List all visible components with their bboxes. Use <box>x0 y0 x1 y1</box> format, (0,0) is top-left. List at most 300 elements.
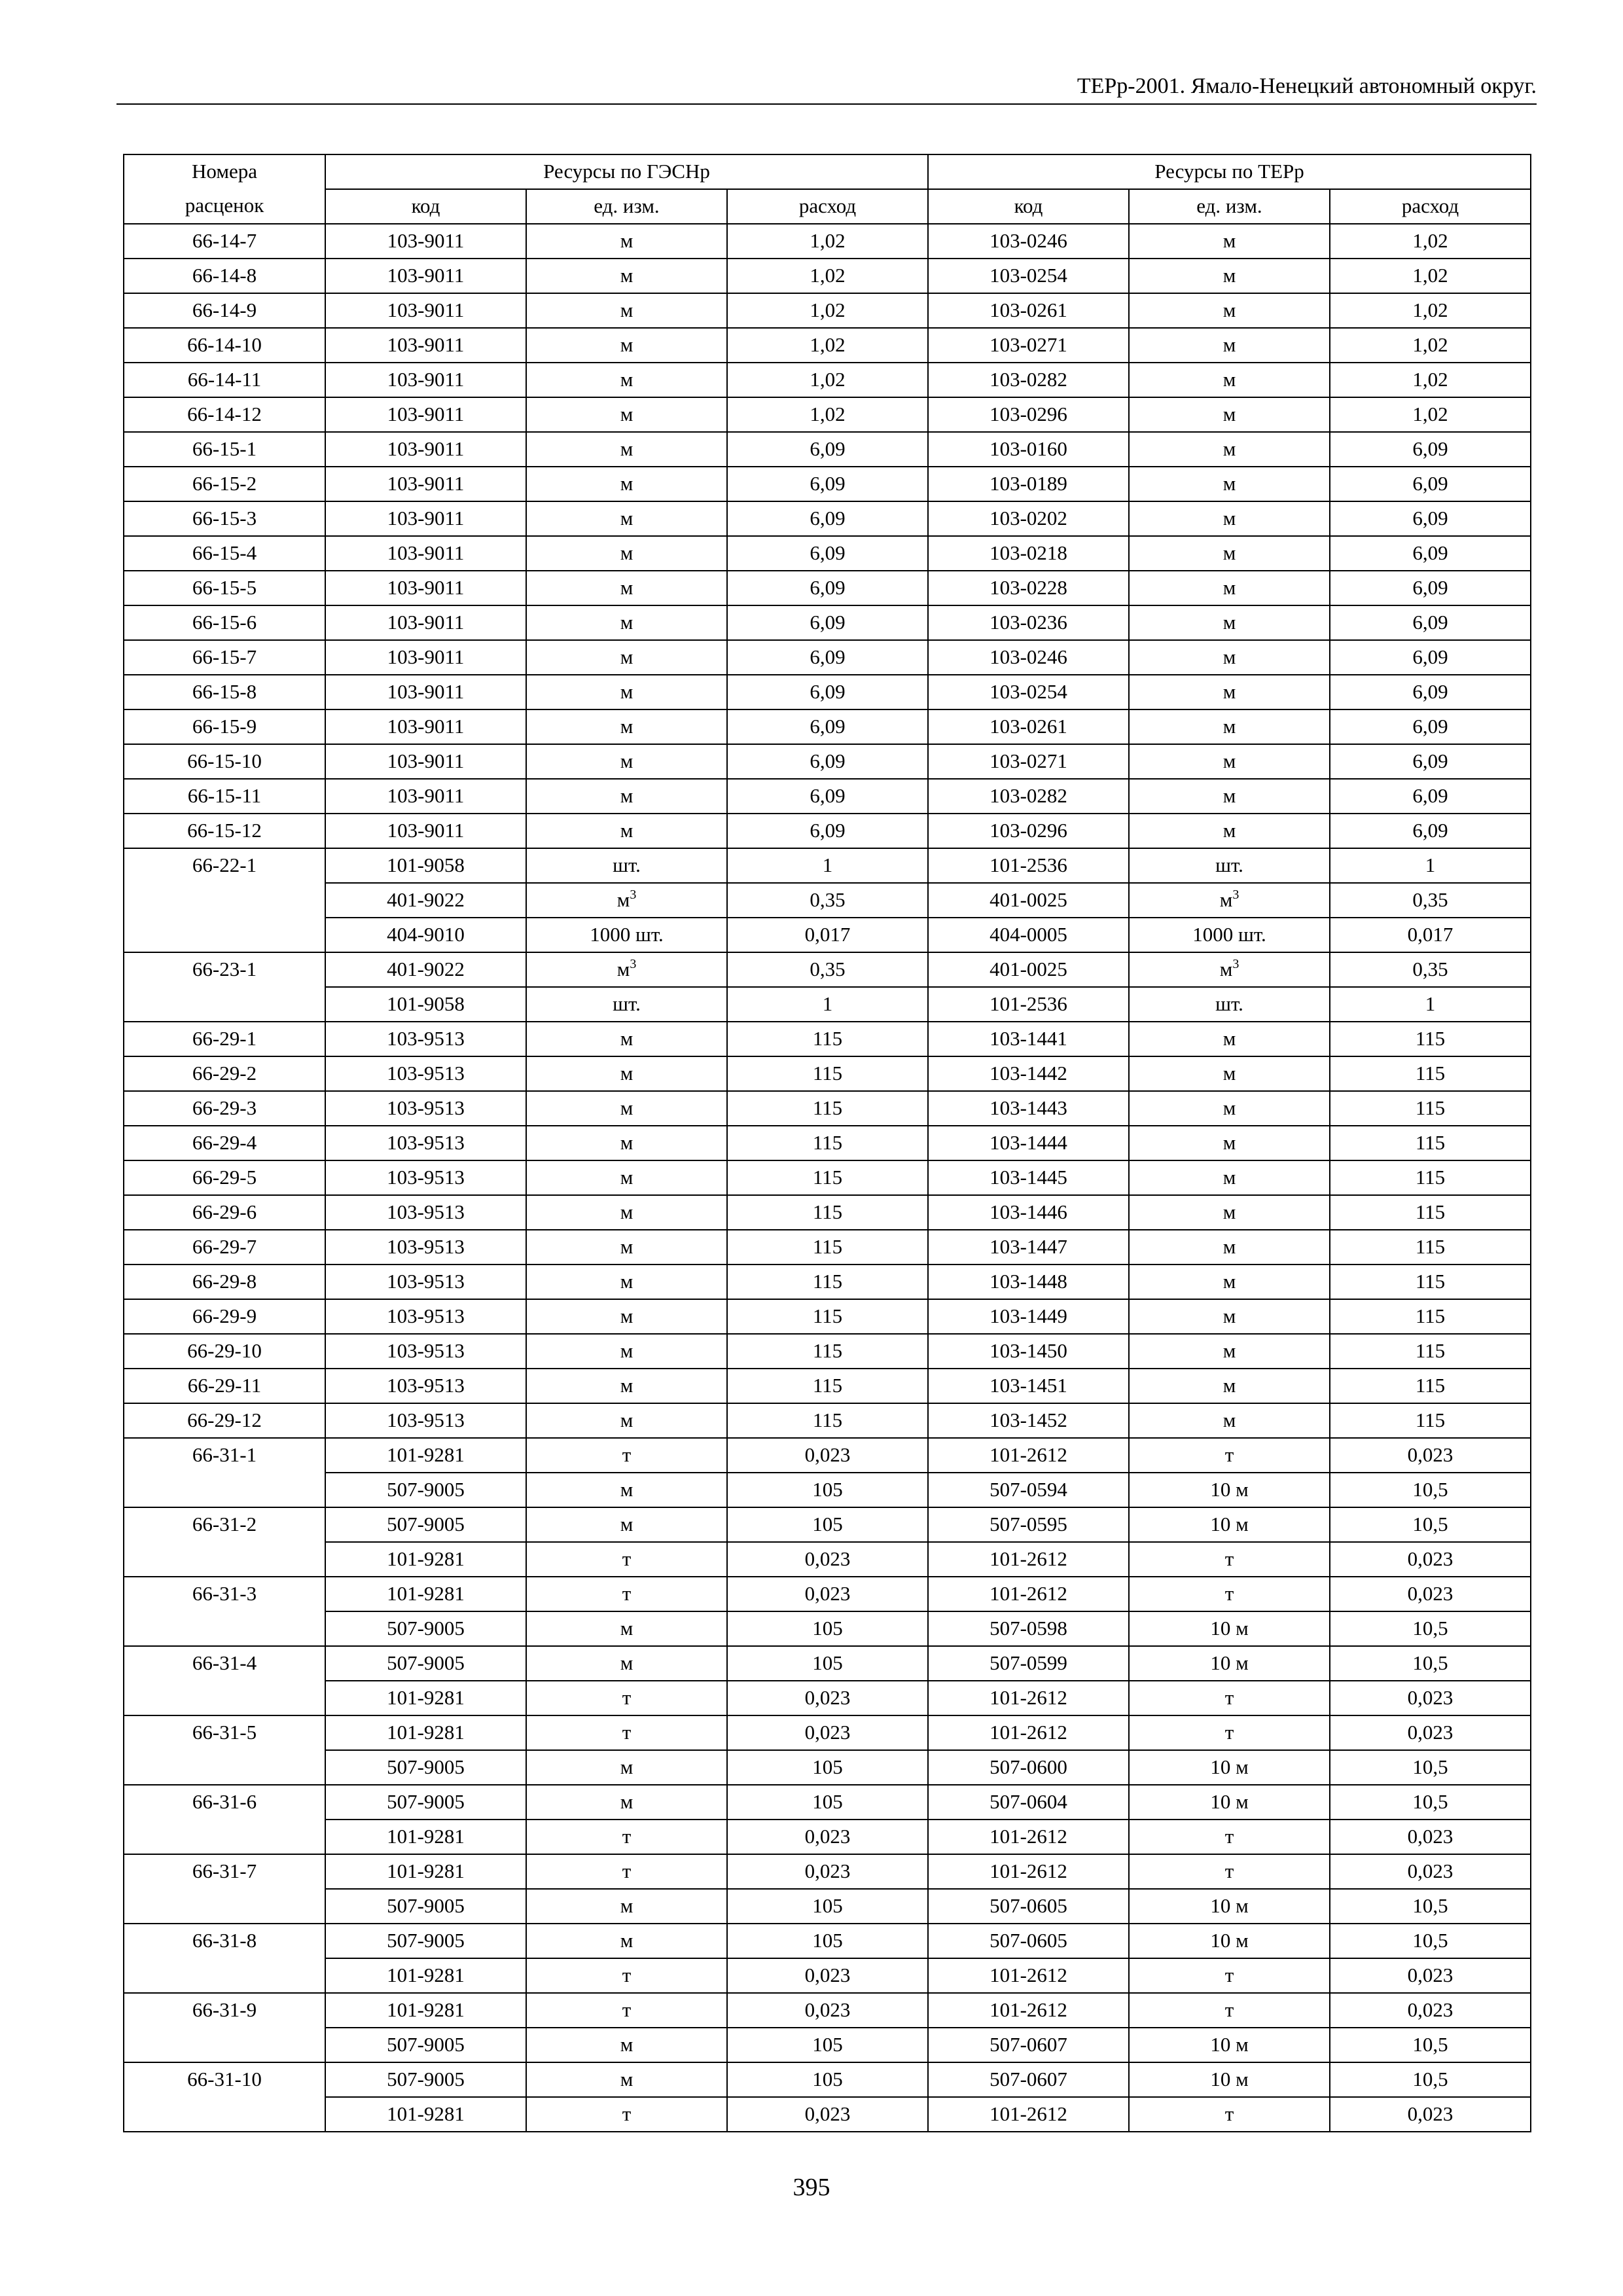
table-row <box>124 328 1531 363</box>
ter-unit-cell-text: м <box>1222 576 1236 599</box>
ter-unit-cell <box>1129 397 1330 432</box>
gesn-consumption-cell-text: 0,023 <box>804 1443 851 1466</box>
gesn-consumption-cell-text: 0,023 <box>804 1686 851 1709</box>
rate-number-cell-text: 66-31-9 <box>192 1998 257 2021</box>
gesn-unit-cell-text: м <box>620 715 633 738</box>
ter-consumption-cell <box>1330 709 1531 744</box>
ter-consumption-cell-text: 0,35 <box>1412 888 1448 911</box>
ter-unit-cell <box>1129 2028 1330 2062</box>
ter-unit-cell-text: т <box>1224 1721 1234 1744</box>
rate-number-cell-text: 66-15-6 <box>192 611 257 634</box>
rate-number-cell <box>124 397 325 432</box>
gesn-code-cell-text: 103-9011 <box>387 507 465 529</box>
rate-number-cell <box>124 779 325 814</box>
rate-number-cell <box>124 1265 325 1299</box>
ter-unit-cell <box>1129 918 1330 952</box>
ter-code-cell <box>928 293 1129 328</box>
gesn-unit-cell <box>526 640 727 675</box>
rate-number-cell <box>124 1681 325 1715</box>
gesn-code-cell <box>325 363 526 397</box>
ter-unit-cell <box>1129 1403 1330 1438</box>
gesn-code-cell-text: 507-9005 <box>387 1651 465 1674</box>
gesn-code-cell-text: 507-9005 <box>387 1929 465 1952</box>
ter-code-cell <box>928 1681 1129 1715</box>
gesn-code-cell-text: 103-9011 <box>387 437 465 460</box>
gesn-code-cell <box>325 1577 526 1611</box>
ter-code-cell <box>928 1091 1129 1126</box>
ter-code-cell <box>928 918 1129 952</box>
rate-number-cell-text: 66-15-4 <box>192 541 257 564</box>
gesn-unit-cell <box>526 1507 727 1542</box>
ter-unit-cell-text: 10 м <box>1210 2068 1249 2090</box>
rate-number-cell <box>124 328 325 363</box>
gesn-consumption-cell-text: 105 <box>812 1894 843 1917</box>
gesn-code-cell-text: 103-9513 <box>387 1166 465 1189</box>
ter-code-cell-text: 101-2612 <box>990 1721 1067 1744</box>
gesn-code-cell <box>325 1993 526 2028</box>
table-row <box>124 1438 1531 1473</box>
col-gesn-unit: ед. изм. <box>526 189 727 224</box>
table-row <box>124 1507 1531 1542</box>
gesn-code-cell-text: 103-9011 <box>387 229 465 252</box>
table-row <box>124 467 1531 501</box>
gesn-code-cell-text: 103-9011 <box>387 645 465 668</box>
gesn-consumption-cell-text: 105 <box>812 2033 843 2056</box>
gesn-code-cell-text: 101-9281 <box>387 1721 465 1744</box>
ter-consumption-cell-text: 10,5 <box>1412 1755 1448 1778</box>
table-row <box>124 1473 1531 1507</box>
rate-number-cell-text: 66-15-5 <box>192 576 257 599</box>
ter-consumption-cell-text: 115 <box>1415 1374 1446 1397</box>
ter-unit-cell <box>1129 779 1330 814</box>
gesn-consumption-cell-text: 0,023 <box>804 1547 851 1570</box>
rate-number-cell-text: 66-29-2 <box>192 1062 257 1085</box>
table-row <box>124 1542 1531 1577</box>
ter-unit-cell-text: м <box>1222 1166 1236 1189</box>
ter-unit-cell <box>1129 1507 1330 1542</box>
gesn-consumption-cell-text: 6,09 <box>810 576 846 599</box>
ter-code-cell <box>928 467 1129 501</box>
ter-unit-cell <box>1129 1056 1330 1091</box>
ter-unit-cell <box>1129 2097 1330 2132</box>
rate-number-cell-text: 66-15-8 <box>192 680 257 703</box>
ter-consumption-cell <box>1330 328 1531 363</box>
ter-code-cell-text: 103-0228 <box>990 576 1067 599</box>
rate-number-cell <box>124 1369 325 1403</box>
ter-unit-cell-text: т <box>1224 1998 1234 2021</box>
ter-code-cell <box>928 1820 1129 1854</box>
gesn-unit-cell-text: м <box>620 298 633 321</box>
ter-code-cell-text: 507-0605 <box>990 1929 1067 1952</box>
ter-consumption-cell <box>1330 883 1531 918</box>
gesn-consumption-cell-text: 1,02 <box>810 403 846 425</box>
gesn-code-cell <box>325 814 526 848</box>
ter-code-cell-text: 103-1452 <box>990 1408 1067 1431</box>
rate-number-cell-text: 66-31-5 <box>192 1721 257 1744</box>
rate-number-cell <box>124 1750 325 1785</box>
ter-code-cell-text: 103-0160 <box>990 437 1067 460</box>
unit-exponent: 3 <box>630 888 637 902</box>
ter-unit-cell <box>1129 1820 1330 1854</box>
group-header-ter: Ресурсы по ТЕРр <box>928 154 1531 189</box>
gesn-consumption-cell-text: 6,09 <box>810 507 846 529</box>
gesn-consumption-cell-text: 0,023 <box>804 1964 851 1986</box>
ter-unit-cell-text: м <box>1222 715 1236 738</box>
ter-code-cell-text: 401-0025 <box>990 958 1067 980</box>
ter-consumption-cell-text: 10,5 <box>1412 1894 1448 1917</box>
gesn-consumption-cell-text: 1,02 <box>810 333 846 356</box>
rate-number-cell <box>124 1820 325 1854</box>
ter-consumption-cell-text: 10,5 <box>1412 1651 1448 1674</box>
gesn-unit-cell-text: м <box>620 1894 633 1917</box>
ter-consumption-cell-text: 115 <box>1415 1235 1446 1258</box>
ter-code-cell-text: 103-1451 <box>990 1374 1067 1397</box>
ter-consumption-cell-text: 10,5 <box>1412 1478 1448 1501</box>
gesn-unit-cell <box>526 1577 727 1611</box>
table-row <box>124 224 1531 259</box>
ter-unit-cell <box>1129 1369 1330 1403</box>
ter-consumption-cell <box>1330 1091 1531 1126</box>
table-row <box>124 363 1531 397</box>
ter-code-cell-text: 103-0261 <box>990 715 1067 738</box>
ter-consumption-cell-text: 1,02 <box>1412 229 1448 252</box>
gesn-consumption-cell-text: 6,09 <box>810 541 846 564</box>
gesn-consumption-cell <box>727 1369 928 1403</box>
rate-number-cell <box>124 675 325 709</box>
ter-consumption-cell <box>1330 675 1531 709</box>
gesn-unit-cell-text: м <box>620 611 633 634</box>
ter-consumption-cell <box>1330 1785 1531 1820</box>
ter-unit-cell <box>1129 1022 1330 1056</box>
gesn-code-cell-text: 103-9011 <box>387 403 465 425</box>
ter-code-cell-text: 507-0607 <box>990 2068 1067 2090</box>
ter-code-cell-text: 101-2612 <box>990 1964 1067 1986</box>
gesn-unit-cell <box>526 1195 727 1230</box>
ter-consumption-cell-text: 6,09 <box>1412 819 1448 842</box>
gesn-code-cell <box>325 1369 526 1403</box>
gesn-code-cell-text: 101-9058 <box>387 992 465 1015</box>
rate-number-cell-text: 66-29-12 <box>187 1408 262 1431</box>
ter-unit-cell <box>1129 1681 1330 1715</box>
ter-consumption-cell-text: 115 <box>1415 1062 1446 1085</box>
ter-unit-cell-text: м <box>1222 1374 1236 1397</box>
gesn-consumption-cell <box>727 918 928 952</box>
gesn-code-cell-text: 103-9513 <box>387 1131 465 1154</box>
gesn-code-cell <box>325 397 526 432</box>
ter-code-cell <box>928 1022 1129 1056</box>
table-row <box>124 709 1531 744</box>
gesn-code-cell <box>325 1126 526 1160</box>
ter-unit-cell <box>1129 1924 1330 1958</box>
gesn-unit-cell <box>526 467 727 501</box>
gesn-consumption-cell-text: 0,35 <box>810 888 846 911</box>
table-row <box>124 1646 1531 1681</box>
rate-number-cell <box>124 1646 325 1681</box>
gesn-unit-cell-text: т <box>622 1547 632 1570</box>
ter-code-cell-text: 507-0604 <box>990 1790 1067 1813</box>
rate-number-cell <box>124 259 325 293</box>
ter-consumption-cell-text: 115 <box>1415 1096 1446 1119</box>
table-row <box>124 1889 1531 1924</box>
gesn-code-cell <box>325 987 526 1022</box>
table-row <box>124 1091 1531 1126</box>
gesn-consumption-cell <box>727 1889 928 1924</box>
gesn-unit-cell-text: м <box>620 576 633 599</box>
ter-consumption-cell-text: 6,09 <box>1412 541 1448 564</box>
ter-code-cell-text: 103-0271 <box>990 333 1067 356</box>
gesn-code-cell <box>325 224 526 259</box>
gesn-code-cell <box>325 1473 526 1507</box>
table-row <box>124 536 1531 571</box>
rate-number-cell <box>124 709 325 744</box>
gesn-unit-cell <box>526 363 727 397</box>
rate-number-cell <box>124 2097 325 2132</box>
rate-number-cell <box>124 1160 325 1195</box>
gesn-consumption-cell-text: 115 <box>812 1062 843 1085</box>
gesn-unit-cell <box>526 2028 727 2062</box>
ter-unit-cell-text: шт. <box>1215 992 1243 1015</box>
gesn-unit-cell <box>526 328 727 363</box>
ter-code-cell <box>928 1611 1129 1646</box>
gesn-consumption-cell-text: 0,023 <box>804 2102 851 2125</box>
gesn-unit-cell <box>526 1785 727 1820</box>
rate-number-cell <box>124 467 325 501</box>
gesn-code-cell <box>325 883 526 918</box>
gesn-unit-cell-text: м <box>620 819 633 842</box>
ter-unit-cell-text: м <box>1219 958 1233 980</box>
ter-unit-cell <box>1129 328 1330 363</box>
gesn-code-cell-text: 103-9513 <box>387 1339 465 1362</box>
ter-unit-cell <box>1129 1785 1330 1820</box>
table-row <box>124 1611 1531 1646</box>
ter-code-cell-text: 507-0594 <box>990 1478 1067 1501</box>
ter-unit-cell <box>1129 1265 1330 1299</box>
gesn-unit-cell-text: м <box>620 472 633 495</box>
gesn-code-cell <box>325 605 526 640</box>
gesn-unit-cell-text: м <box>620 368 633 391</box>
gesn-unit-cell-text: м <box>620 680 633 703</box>
gesn-code-cell <box>325 709 526 744</box>
gesn-consumption-cell-text: 1,02 <box>810 264 846 287</box>
gesn-consumption-cell-text: 1,02 <box>810 368 846 391</box>
gesn-code-cell-text: 103-9513 <box>387 1062 465 1085</box>
rate-number-cell-text: 66-29-4 <box>192 1131 257 1154</box>
ter-unit-cell <box>1129 987 1330 1022</box>
gesn-unit-cell <box>526 2062 727 2097</box>
gesn-code-cell <box>325 432 526 467</box>
ter-code-cell <box>928 1403 1129 1438</box>
ter-consumption-cell-text: 6,09 <box>1412 507 1448 529</box>
gesn-consumption-cell <box>727 779 928 814</box>
ter-consumption-cell-text: 1,02 <box>1412 368 1448 391</box>
rate-number-cell-text: 66-31-6 <box>192 1790 257 1813</box>
table-row <box>124 1924 1531 1958</box>
ter-unit-cell-text: 10 м <box>1210 1894 1249 1917</box>
ter-consumption-cell <box>1330 1577 1531 1611</box>
rate-number-cell <box>124 1785 325 1820</box>
ter-unit-cell-text: м <box>1222 611 1236 634</box>
gesn-code-cell <box>325 1160 526 1195</box>
gesn-consumption-cell <box>727 1993 928 2028</box>
gesn-unit-cell <box>526 1611 727 1646</box>
ter-consumption-cell-text: 6,09 <box>1412 645 1448 668</box>
ter-consumption-cell <box>1330 814 1531 848</box>
gesn-unit-cell-text: шт. <box>613 992 641 1015</box>
gesn-code-cell <box>325 1022 526 1056</box>
ter-consumption-cell <box>1330 1403 1531 1438</box>
gesn-unit-cell <box>526 1438 727 1473</box>
gesn-consumption-cell-text: 105 <box>812 1929 843 1952</box>
header-rule <box>116 103 1537 105</box>
ter-code-cell <box>928 1785 1129 1820</box>
gesn-code-cell-text: 507-9005 <box>387 2033 465 2056</box>
gesn-code-cell <box>325 293 526 328</box>
rate-number-cell-text: 66-29-9 <box>192 1304 257 1327</box>
ter-consumption-cell-text: 0,023 <box>1407 2102 1454 2125</box>
ter-code-cell <box>928 259 1129 293</box>
ter-code-cell <box>928 779 1129 814</box>
ter-code-cell-text: 103-1443 <box>990 1096 1067 1119</box>
rate-number-cell <box>124 2028 325 2062</box>
ter-consumption-cell <box>1330 1958 1531 1993</box>
gesn-unit-cell-text: м <box>620 1027 633 1050</box>
gesn-code-cell <box>325 1334 526 1369</box>
ter-code-cell <box>928 1646 1129 1681</box>
col-number-header-bottom: расценок <box>124 189 325 224</box>
gesn-code-cell-text: 103-9011 <box>387 611 465 634</box>
ter-consumption-cell-text: 115 <box>1415 1200 1446 1223</box>
table-row <box>124 1230 1531 1265</box>
gesn-unit-cell-text: м <box>620 1062 633 1085</box>
gesn-code-cell <box>325 536 526 571</box>
ter-consumption-cell-text: 1,02 <box>1412 403 1448 425</box>
unit-exponent: 3 <box>1232 888 1240 902</box>
ter-unit-cell <box>1129 1299 1330 1334</box>
ter-unit-cell-text: м <box>1222 1235 1236 1258</box>
gesn-code-cell-text: 507-9005 <box>387 1755 465 1778</box>
ter-unit-cell <box>1129 883 1330 918</box>
gesn-unit-cell <box>526 1820 727 1854</box>
gesn-code-cell <box>325 1438 526 1473</box>
col-ter-unit: ед. изм. <box>1129 189 1330 224</box>
ter-unit-cell <box>1129 467 1330 501</box>
ter-unit-cell-text: м <box>1219 888 1233 911</box>
ter-consumption-cell-text: 115 <box>1415 1131 1446 1154</box>
ter-unit-cell-text: м <box>1222 333 1236 356</box>
ter-code-cell <box>928 1958 1129 1993</box>
col-gesn-consumption: расход <box>727 189 928 224</box>
ter-code-cell <box>928 1473 1129 1507</box>
ter-unit-cell <box>1129 675 1330 709</box>
table-row <box>124 2062 1531 2097</box>
ter-consumption-cell <box>1330 397 1531 432</box>
gesn-consumption-cell-text: 105 <box>812 1755 843 1778</box>
gesn-consumption-cell <box>727 2028 928 2062</box>
rate-number-cell <box>124 1334 325 1369</box>
gesn-unit-cell-text: т <box>622 1998 632 2021</box>
ter-unit-cell-text: м <box>1222 1096 1236 1119</box>
gesn-consumption-cell-text: 0,023 <box>804 1859 851 1882</box>
gesn-code-cell-text: 103-9011 <box>387 576 465 599</box>
rate-number-cell <box>124 952 325 987</box>
gesn-unit-cell <box>526 1715 727 1750</box>
rate-number-cell-text: 66-31-3 <box>192 1582 257 1605</box>
ter-unit-cell-text: м <box>1222 1131 1236 1154</box>
gesn-consumption-cell <box>727 1715 928 1750</box>
ter-code-cell <box>928 675 1129 709</box>
ter-consumption-cell-text: 115 <box>1415 1166 1446 1189</box>
ter-unit-cell <box>1129 432 1330 467</box>
ter-consumption-cell <box>1330 1334 1531 1369</box>
gesn-consumption-cell <box>727 571 928 605</box>
ter-consumption-cell-text: 0,017 <box>1407 923 1454 946</box>
rate-number-cell-text: 66-23-1 <box>192 958 257 980</box>
gesn-code-cell-text: 103-9011 <box>387 264 465 287</box>
ter-unit-cell-text: 10 м <box>1210 1478 1249 1501</box>
rate-number-cell-text: 66-22-1 <box>192 853 257 876</box>
gesn-consumption-cell-text: 0,023 <box>804 1825 851 1848</box>
ter-consumption-cell <box>1330 1056 1531 1091</box>
gesn-code-cell-text: 507-9005 <box>387 2068 465 2090</box>
gesn-consumption-cell <box>727 1091 928 1126</box>
rate-number-cell <box>124 1715 325 1750</box>
gesn-consumption-cell <box>727 987 928 1022</box>
rate-number-cell-text: 66-15-10 <box>187 749 262 772</box>
table-row <box>124 1750 1531 1785</box>
ter-consumption-cell <box>1330 1924 1531 1958</box>
ter-code-cell <box>928 397 1129 432</box>
ter-unit-cell-text: м <box>1222 680 1236 703</box>
ter-unit-cell-text: 10 м <box>1210 1513 1249 1535</box>
gesn-consumption-cell-text: 105 <box>812 1790 843 1813</box>
gesn-code-cell <box>325 1195 526 1230</box>
gesn-consumption-cell-text: 1 <box>822 853 833 876</box>
gesn-unit-cell-text: 1000 шт. <box>590 923 664 946</box>
gesn-consumption-cell <box>727 1750 928 1785</box>
table-row <box>124 501 1531 536</box>
rate-number-cell <box>124 571 325 605</box>
table-row <box>124 744 1531 779</box>
ter-unit-cell-text: м <box>1222 1027 1236 1050</box>
ter-code-cell <box>928 1577 1129 1611</box>
gesn-unit-cell <box>526 1924 727 1958</box>
rate-number-cell <box>124 1126 325 1160</box>
rate-number-cell <box>124 1611 325 1646</box>
ter-code-cell <box>928 1993 1129 2028</box>
table-row <box>124 1403 1531 1438</box>
rate-number-cell <box>124 814 325 848</box>
ter-consumption-cell <box>1330 1160 1531 1195</box>
col-ter-code: код <box>928 189 1129 224</box>
gesn-consumption-cell-text: 115 <box>812 1270 843 1293</box>
gesn-code-cell-text: 103-9011 <box>387 333 465 356</box>
gesn-unit-cell <box>526 1750 727 1785</box>
rate-number-cell-text: 66-29-1 <box>192 1027 257 1050</box>
gesn-code-cell-text: 103-9513 <box>387 1408 465 1431</box>
gesn-unit-cell-text: м <box>620 749 633 772</box>
ter-unit-cell <box>1129 571 1330 605</box>
gesn-consumption-cell <box>727 224 928 259</box>
rate-number-cell-text: 66-14-7 <box>192 229 257 252</box>
gesn-unit-cell <box>526 1993 727 2028</box>
ter-consumption-cell-text: 0,023 <box>1407 1964 1454 1986</box>
ter-unit-cell <box>1129 1230 1330 1265</box>
table-row <box>124 293 1531 328</box>
gesn-unit-cell <box>526 293 727 328</box>
gesn-consumption-cell <box>727 675 928 709</box>
ter-unit-cell <box>1129 1889 1330 1924</box>
rate-number-cell <box>124 1924 325 1958</box>
